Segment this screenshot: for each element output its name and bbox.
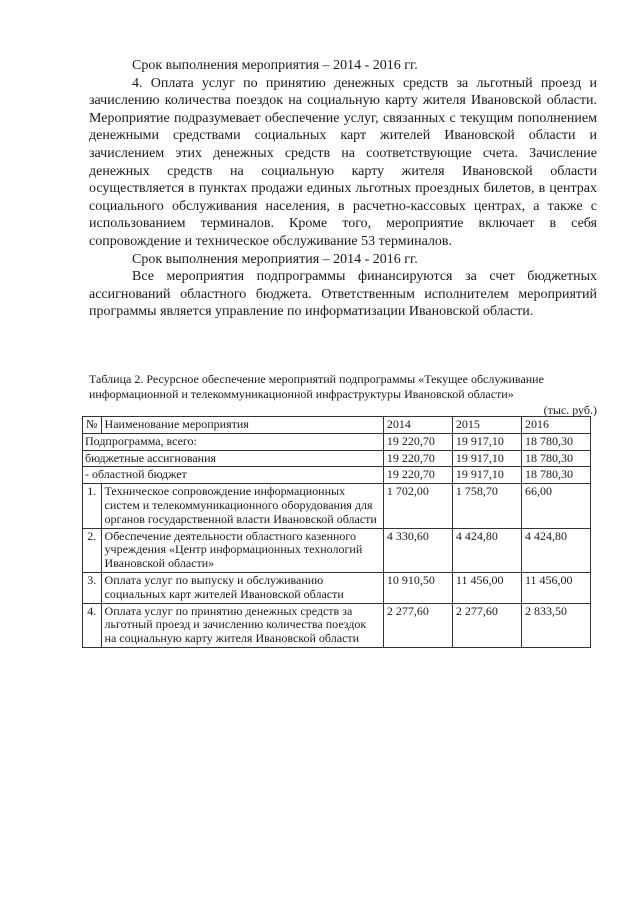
total-label: Подпрограмма, всего: xyxy=(83,433,384,450)
row-number: 2. xyxy=(83,528,102,572)
total-row xyxy=(83,467,591,484)
row-name: Оплата услуг по принятию денежных средств за льготный проезд и зачислению количества поездок на социальную карту жителя Ивановской области xyxy=(101,603,383,647)
cell-2016: 18 780,30 xyxy=(521,450,590,467)
cell-2016: 11 456,00 xyxy=(521,572,590,603)
header-name: Наименование мероприятия xyxy=(101,417,383,434)
measure-4-paragraph: 4. Оплата услуг по принятию денежных средств за льготный проезд и зачислению количества поездок на социальную карту жителя Ивановской области. Мероприятие подразумевает обеспечение услуг, связанных с текущим пополнением денежными средствами социальных карт жителей Ивановской области и зачислением этих денежных средств на соответствующие счета. Зачисление денежных средств на социальную карту жителя Ивановской области осуществляется в пунктах продажи единых льготных проездных билетов, в центрах социального обслуживания населения, в расчетно-кассовых центрах, а также с использованием терминалов. Кроме того, мероприятие включает в себя сопровождение и техническое обслуживание 53 терминалов. xyxy=(89,75,597,249)
cell-2014: 2 277,60 xyxy=(383,603,452,647)
body-text xyxy=(89,57,597,321)
cell-2014: 19 220,70 xyxy=(383,467,452,484)
total-row xyxy=(83,433,591,450)
table-row xyxy=(83,572,591,603)
table-header-row xyxy=(83,417,591,434)
resource-table xyxy=(82,416,591,648)
row-number: 4. xyxy=(83,603,102,647)
table-row xyxy=(83,603,591,647)
row-name: Обеспечение деятельности областного казенного учреждения «Центр информационных технологий Ивановской области» xyxy=(101,528,383,572)
row-number: 3. xyxy=(83,572,102,603)
deadline-paragraph: Срок выполнения мероприятия – 2014 - 2016 гг. xyxy=(132,251,418,267)
cell-2014: 1 702,00 xyxy=(383,484,452,528)
cell-2014: 4 330,60 xyxy=(383,528,452,572)
cell-2015: 19 917,10 xyxy=(452,433,521,450)
header-no: № xyxy=(83,417,102,434)
cell-2016: 18 780,30 xyxy=(521,433,590,450)
total-label: - областной бюджет xyxy=(83,467,384,484)
header-2014: 2014 xyxy=(383,417,452,434)
row-name: Оплата услуг по выпуску и обслуживанию социальных карт жителей Ивановской области xyxy=(101,572,383,603)
cell-2016: 18 780,30 xyxy=(521,467,590,484)
cell-2016: 2 833,50 xyxy=(521,603,590,647)
cell-2016: 4 424,80 xyxy=(521,528,590,572)
deadline-paragraph: Срок выполнения мероприятия – 2014 - 2016 гг. xyxy=(132,58,418,73)
cell-2015: 2 277,60 xyxy=(452,603,521,647)
cell-2015: 1 758,70 xyxy=(452,484,521,528)
table-caption: Таблица 2. Ресурсное обеспечение мероприятий подпрограммы «Текущее обслуживание информационной и телекоммуникационной инфраструктуры Ивановской области» xyxy=(89,372,544,401)
header-2016: 2016 xyxy=(521,417,590,434)
row-number: 1. xyxy=(83,484,102,528)
table-row xyxy=(83,528,591,572)
table-units: (тыс. руб.) xyxy=(543,403,597,417)
cell-2014: 19 220,70 xyxy=(383,450,452,467)
cell-2015: 19 917,10 xyxy=(452,467,521,484)
total-row xyxy=(83,450,591,467)
row-name: Техническое сопровождение информационных систем и телекоммуникационного оборудования для органов государственной власти Ивановской области xyxy=(101,484,383,528)
cell-2014: 10 910,50 xyxy=(383,572,452,603)
cell-2015: 4 424,80 xyxy=(452,528,521,572)
total-label: бюджетные ассигнования xyxy=(83,450,384,467)
financing-paragraph: Все мероприятия подпрограммы финансируются за счет бюджетных ассигнований областного бюджета. Ответственным исполнителем мероприятий программы является управление по информатизации Ивановской области. xyxy=(89,269,597,320)
table-row xyxy=(83,484,591,528)
cell-2014: 19 220,70 xyxy=(383,433,452,450)
cell-2015: 19 917,10 xyxy=(452,450,521,467)
header-2015: 2015 xyxy=(452,417,521,434)
cell-2016: 66,00 xyxy=(521,484,590,528)
cell-2015: 11 456,00 xyxy=(452,572,521,603)
